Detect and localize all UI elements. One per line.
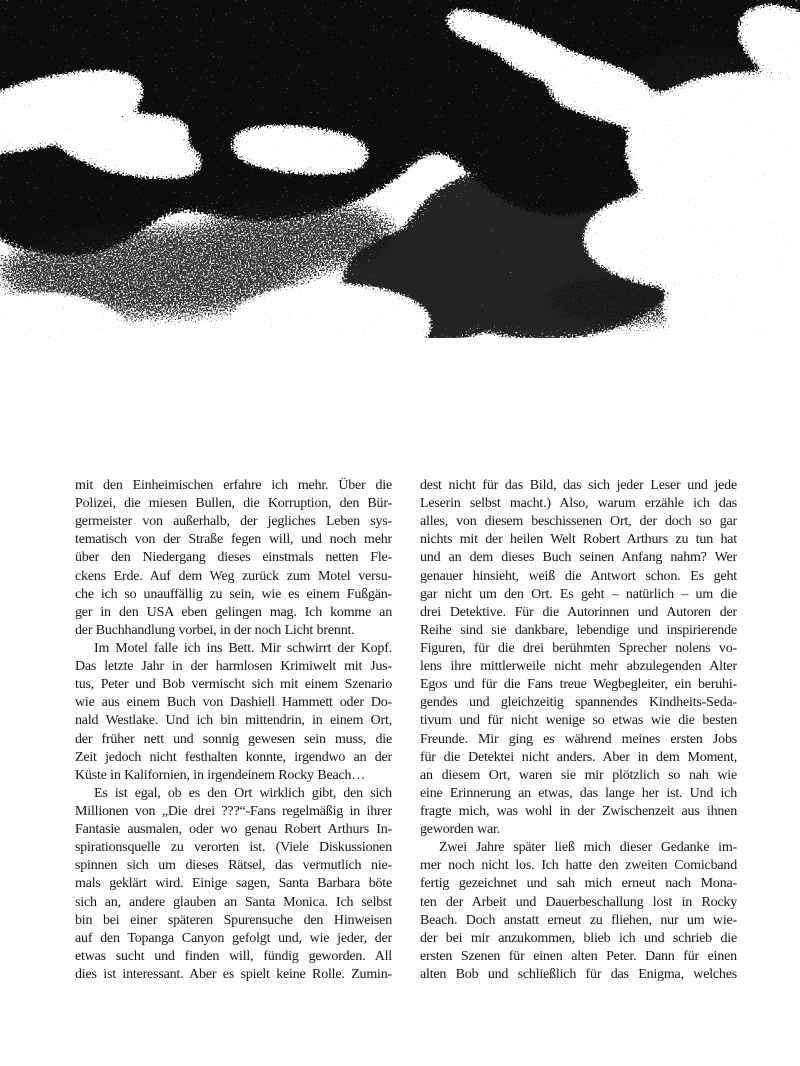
text-line: fragte mich, was wohl in der Zwischenzeit aus ihnen: [420, 803, 737, 819]
text-line: Beach. Doch anstatt erneut zu fliehen, nur um wie-: [420, 912, 737, 928]
text-line: der Buchhandlung vorbei, in der noch Licht brennt.: [75, 622, 355, 638]
text-line: spinnen sich um dieses Rätsel, das vermutlich nie-: [75, 858, 392, 874]
text-line: genauer hinsieht, weiß die Antwort schon. Es geht: [420, 568, 737, 584]
text-line: mals geklärt wird. Einige sagen, Santa Barbara böte: [75, 876, 392, 892]
text-line: alten Bob und schließlich für das Enigma, welches: [420, 966, 737, 982]
text-line: der bei mir anzukommen, blieb ich und schrieb die: [420, 930, 737, 946]
text-line: Millionen von „Die drei ???“-Fans regelmäßig in ihrer: [75, 803, 392, 819]
text-line: Polizei, die miesen Bullen, die Korruption, den Bür-: [75, 496, 392, 512]
text-line: fertig gezeichnet und sah mich erneut nach Mona-: [420, 876, 737, 892]
text-line: ckens Erde. Auf dem Weg zurück zum Motel versu-: [75, 568, 392, 584]
text-line: ten der Arbeit und Dauerbeschallung lost in Rocky: [420, 894, 737, 910]
text-line: über den Niedergang dieses einstmals netten Fle-: [75, 550, 392, 566]
text-line: an diesem Ort, waren sie mir plötzlich so nah wie: [420, 767, 737, 783]
text-line: dest nicht für das Bild, das sich jeder Leser und jede: [420, 478, 737, 493]
text-line: mer noch nicht los. Ich hatte den zweiten Comicband: [420, 858, 737, 874]
ink-cloud-sky-art: [0, 0, 800, 338]
text-line: der früher nett und sonnig gewesen sein muss, die: [75, 731, 392, 747]
text-line: Reihe sind sie dankbare, lebendige und inspirierende: [420, 622, 737, 638]
text-line: lens ihre mittlerweile nicht mehr abzulegenden Alter: [420, 659, 737, 675]
text-line: tivum und für nicht wenige so etwas wie die besten: [420, 713, 737, 729]
text-line: Egos und für die Fans treue Wegbegleiter, ein beruhi-: [420, 677, 737, 693]
text-line: auf den Topanga Canyon gefolgt und, wie jeder, der: [75, 930, 392, 946]
text-line: wie aus einem Buch von Dashiell Hammett oder Do-: [75, 695, 392, 711]
text-line: mit den Einheimischen erfahre ich mehr. Über die: [75, 478, 392, 493]
text-line: Zwei Jahre später ließ mich dieser Gedanke im-: [439, 840, 737, 856]
text-column-left: [75, 477, 392, 984]
text-line: Fantasie ausmalen, oder wo genau Robert Arthurs In-: [75, 822, 392, 838]
text-line: etwas sucht und finden will, fündig geworden. All: [75, 948, 392, 964]
text-line: Zeit jedoch nicht festhalten konnte, irgendwo an der: [75, 749, 392, 765]
text-line: tus, Peter und Bob vermischt sich mit einem Szenario: [75, 677, 392, 693]
text-line: gar nicht um den Ort. Es geht – natürlich – um die: [420, 586, 737, 602]
text-line: dies ist interessant. Aber es spielt keine Rolle. Zumin-: [75, 966, 392, 982]
text-line: tematisch von der Straße fegen will, und noch mehr: [75, 532, 392, 548]
text-column-right: [420, 477, 737, 984]
text-line: Leserin selbst macht.) Also, warum erzähle ich das: [420, 496, 737, 512]
text-line: Figuren, für die drei berühmten Sprecher nolens vo-: [420, 640, 737, 656]
text-line: Im Motel falle ich ins Bett. Mir schwirrt der Kopf.: [94, 640, 392, 656]
text-line: eine Erinnerung an etwas, das lange her ist. Und ich: [420, 785, 737, 801]
text-line: spirationsquelle zu verorten ist. (Viele Diskussionen: [75, 840, 392, 856]
text-line: ersten Szenen für einen alten Peter. Dann für einen: [420, 948, 737, 964]
text-line: bin bei einer späteren Spurensuche den Hinweisen: [75, 912, 392, 928]
text-line: nichts mit der heilen Welt Robert Arthurs zu tun hat: [420, 532, 737, 548]
body-text: [75, 477, 737, 984]
ink-cloud-illustration: [0, 0, 800, 338]
text-line: alles, von diesem beschissenen Ort, der doch so gar: [420, 514, 737, 530]
text-line: Küste in Kalifornien, in irgendeinem Rocky Beach…: [75, 767, 366, 783]
text-line: germeister von außerhalb, der jegliches Leben sys-: [75, 514, 392, 530]
text-line: für die Detektei nicht anders. Aber in dem Moment,: [420, 749, 737, 765]
text-line: geworden war.: [420, 822, 501, 838]
text-line: drei Detektive. Für die Autorinnen und Autoren der: [420, 604, 737, 620]
text-line: Es ist egal, ob es den Ort wirklich gibt, den sich: [94, 785, 392, 801]
text-line: und an dem dieses Buch seinen Anfang nahm? Wer: [420, 550, 737, 566]
text-line: che ich so unauffällig zu sein, wie es einem Fußgän-: [75, 586, 392, 602]
text-line: nald Westlake. Und ich bin mittendrin, in einem Ort,: [75, 713, 392, 729]
text-line: ger in den USA eben gelingen mag. Ich komme an: [75, 604, 392, 620]
text-line: Das letzte Jahr in der harmlosen Krimiwelt mit Jus-: [75, 659, 392, 675]
text-line: gendes und gleichzeitig spannendes Kindheits-Seda-: [420, 695, 737, 711]
text-line: sich an, andere glauben an Santa Monica. Ich selbst: [75, 894, 392, 910]
text-line: Freunde. Mir ging es während meines ersten Jobs: [420, 731, 737, 747]
